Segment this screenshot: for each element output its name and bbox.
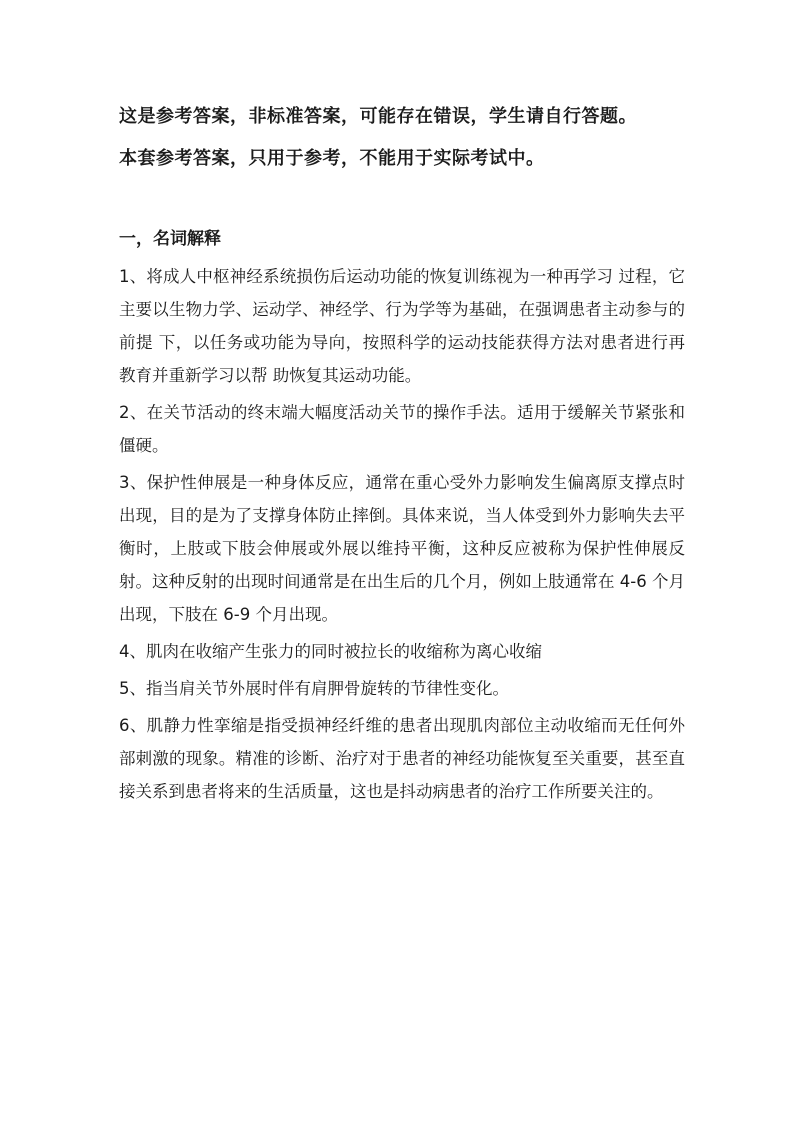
disclaimer-line-2: 本套参考答案，只用于参考，不能用于实际考试中。 xyxy=(119,148,545,169)
answer-item-6: 6、肌静力性挛缩是指受损神经纤维的患者出现肌肉部位主动收缩而无任何外部刺激的现象。精准的诊断、治疗对于患者的神经功能恢复至关重要，甚至直接关系到患者将来的生活质量，这也是抖动病患者的治疗工作所要关注的。 xyxy=(119,716,685,801)
answer-item-3: 3、保护性伸展是一种身体反应，通常在重心受外力影响发生偏离原支撑点时出现，目的是为了支撑身体防止摔倒。具体来说，当人体受到外力影响失去平衡时，上肢或下肢会伸展或外展以维持平衡，这种反应被称为保护性伸展反射。这种反射的出现时间通常是在出生后的几个月，例如上肢通常在 4-6 个月出现，下肢在 6-9 个月出现。 xyxy=(119,473,685,624)
answer-item-4: 4、肌肉在收缩产生张力的同时被拉长的收缩称为离心收缩 xyxy=(119,642,542,661)
section-title: 一，名词解释 xyxy=(119,229,221,249)
disclaimer-line-1: 这是参考答案，非标准答案，可能存在错误，学生请自行答题。 xyxy=(119,106,637,127)
answer-item-5: 5、指当肩关节外展时伴有肩胛骨旋转的节律性变化。 xyxy=(119,679,509,698)
document-page xyxy=(119,96,685,812)
answer-item-1: 1、将成人中枢神经系统损伤后运动功能的恢复训练视为一种再学习 过程，它主要以生物力学、运动学、神经学、行为学等为基础，在强调患者主动参与的前提 下，以任务或功能为导向，按照科学的运动技能获得方法对患者进行再教育并重新学习以帮 助恢复其运动功能。 xyxy=(119,267,685,385)
answer-item-2: 2、在关节活动的终末端大幅度活动关节的操作手法。适用于缓解关节紧张和僵硬。 xyxy=(119,403,685,455)
disclaimer-block xyxy=(119,96,685,180)
answer-list xyxy=(119,260,685,808)
